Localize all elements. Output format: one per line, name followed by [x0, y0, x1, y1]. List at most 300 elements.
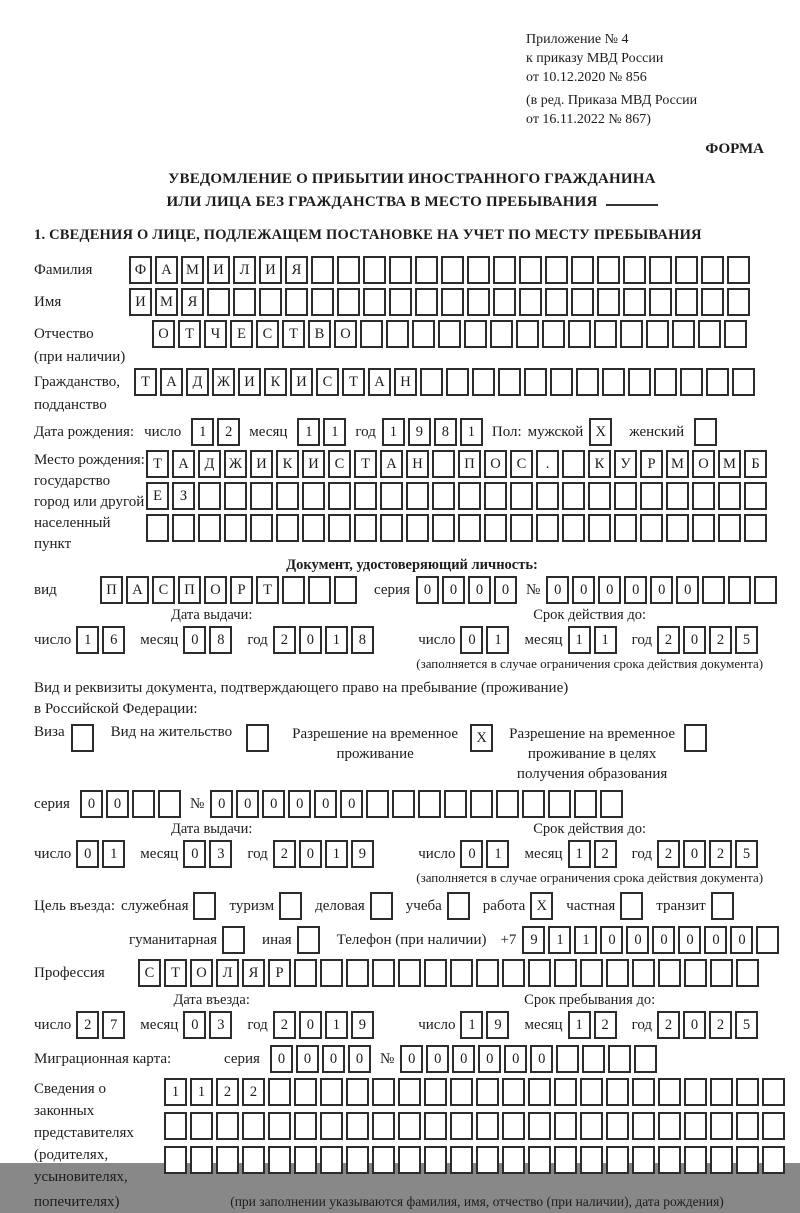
- char-box[interactable]: 0: [452, 1045, 475, 1073]
- char-box[interactable]: [302, 482, 325, 510]
- char-box[interactable]: [259, 288, 282, 316]
- char-box[interactable]: [554, 1112, 577, 1140]
- char-box[interactable]: 2: [273, 1011, 296, 1039]
- char-box[interactable]: [640, 482, 663, 510]
- char-box[interactable]: [346, 1078, 369, 1106]
- rd-expiry-year-boxes[interactable]: [657, 840, 761, 868]
- char-box[interactable]: [328, 482, 351, 510]
- char-box[interactable]: 0: [416, 576, 439, 604]
- purpose-business-checkbox[interactable]: [370, 892, 396, 920]
- char-box[interactable]: [380, 514, 403, 542]
- char-box[interactable]: 0: [442, 576, 465, 604]
- char-box[interactable]: [320, 1146, 343, 1174]
- char-box[interactable]: [528, 959, 551, 987]
- char-box[interactable]: 1: [460, 1011, 483, 1039]
- char-box[interactable]: [447, 892, 470, 920]
- char-box[interactable]: 1: [164, 1078, 187, 1106]
- char-box[interactable]: 1: [548, 926, 571, 954]
- char-box[interactable]: [545, 256, 568, 284]
- char-box[interactable]: К: [276, 450, 299, 478]
- char-box[interactable]: [623, 288, 646, 316]
- char-box[interactable]: 0: [340, 790, 363, 818]
- char-box[interactable]: [580, 959, 603, 987]
- char-box[interactable]: 1: [382, 418, 405, 446]
- char-box[interactable]: [346, 959, 369, 987]
- char-box[interactable]: [190, 1112, 213, 1140]
- char-box[interactable]: [711, 892, 734, 920]
- male-checkbox[interactable]: [589, 418, 615, 446]
- char-box[interactable]: [545, 288, 568, 316]
- char-box[interactable]: [582, 1045, 605, 1073]
- rd-issue-month-boxes[interactable]: [183, 840, 235, 868]
- char-box[interactable]: З: [172, 482, 195, 510]
- char-box[interactable]: 0: [299, 840, 322, 868]
- char-box[interactable]: [441, 256, 464, 284]
- char-box[interactable]: [302, 514, 325, 542]
- char-box[interactable]: [640, 514, 663, 542]
- char-box[interactable]: С: [138, 959, 161, 987]
- char-box[interactable]: [519, 256, 542, 284]
- char-box[interactable]: [458, 514, 481, 542]
- char-box[interactable]: Р: [268, 959, 291, 987]
- char-box[interactable]: И: [302, 450, 325, 478]
- char-box[interactable]: [424, 1112, 447, 1140]
- char-box[interactable]: [216, 1146, 239, 1174]
- char-box[interactable]: [458, 482, 481, 510]
- char-box[interactable]: [311, 256, 334, 284]
- char-box[interactable]: 0: [478, 1045, 501, 1073]
- char-box[interactable]: 2: [217, 418, 240, 446]
- char-box[interactable]: 9: [486, 1011, 509, 1039]
- char-box[interactable]: [472, 368, 495, 396]
- birthplace-row1[interactable]: [146, 450, 770, 478]
- char-box[interactable]: И: [129, 288, 152, 316]
- char-box[interactable]: И: [259, 256, 282, 284]
- char-box[interactable]: [632, 1146, 655, 1174]
- char-box[interactable]: 0: [106, 790, 129, 818]
- char-box[interactable]: [536, 482, 559, 510]
- char-box[interactable]: [493, 256, 516, 284]
- char-box[interactable]: [762, 1146, 785, 1174]
- char-box[interactable]: Н: [406, 450, 429, 478]
- char-box[interactable]: [502, 1112, 525, 1140]
- char-box[interactable]: [71, 724, 94, 752]
- char-box[interactable]: [701, 256, 724, 284]
- char-box[interactable]: [366, 790, 389, 818]
- char-box[interactable]: [294, 1078, 317, 1106]
- char-box[interactable]: [597, 288, 620, 316]
- char-box[interactable]: [233, 288, 256, 316]
- char-box[interactable]: [727, 256, 750, 284]
- char-box[interactable]: 2: [709, 840, 732, 868]
- char-box[interactable]: 0: [236, 790, 259, 818]
- char-box[interactable]: [246, 724, 269, 752]
- char-box[interactable]: [441, 288, 464, 316]
- char-box[interactable]: 0: [600, 926, 623, 954]
- citizenship-boxes[interactable]: [134, 368, 758, 396]
- char-box[interactable]: [632, 1078, 655, 1106]
- char-box[interactable]: [389, 288, 412, 316]
- char-box[interactable]: [216, 1112, 239, 1140]
- char-box[interactable]: 8: [434, 418, 457, 446]
- char-box[interactable]: 0: [652, 926, 675, 954]
- char-box[interactable]: 1: [568, 1011, 591, 1039]
- char-box[interactable]: [398, 1146, 421, 1174]
- char-box[interactable]: [710, 959, 733, 987]
- profession-boxes[interactable]: [138, 959, 762, 987]
- char-box[interactable]: 0: [348, 1045, 371, 1073]
- char-box[interactable]: [450, 959, 473, 987]
- char-box[interactable]: [279, 892, 302, 920]
- char-box[interactable]: 0: [683, 1011, 706, 1039]
- char-box[interactable]: [620, 320, 643, 348]
- char-box[interactable]: [337, 288, 360, 316]
- char-box[interactable]: 8: [351, 626, 374, 654]
- char-box[interactable]: [744, 514, 767, 542]
- char-box[interactable]: [484, 482, 507, 510]
- char-box[interactable]: 0: [426, 1045, 449, 1073]
- char-box[interactable]: [294, 1112, 317, 1140]
- char-box[interactable]: Ф: [129, 256, 152, 284]
- char-box[interactable]: [654, 368, 677, 396]
- char-box[interactable]: [250, 514, 273, 542]
- char-box[interactable]: [250, 482, 273, 510]
- char-box[interactable]: [732, 368, 755, 396]
- char-box[interactable]: [389, 256, 412, 284]
- char-box[interactable]: [297, 926, 320, 954]
- char-box[interactable]: [528, 1078, 551, 1106]
- char-box[interactable]: [646, 320, 669, 348]
- char-box[interactable]: [554, 959, 577, 987]
- char-box[interactable]: [276, 482, 299, 510]
- char-box[interactable]: 9: [351, 1011, 374, 1039]
- char-box[interactable]: [576, 368, 599, 396]
- char-box[interactable]: 1: [323, 418, 346, 446]
- char-box[interactable]: 0: [299, 1011, 322, 1039]
- char-box[interactable]: 1: [568, 840, 591, 868]
- char-box[interactable]: [224, 482, 247, 510]
- char-box[interactable]: 9: [351, 840, 374, 868]
- issue-month-boxes[interactable]: [183, 626, 235, 654]
- char-box[interactable]: [632, 959, 655, 987]
- char-box[interactable]: Я: [181, 288, 204, 316]
- mc-number-boxes[interactable]: [400, 1045, 660, 1073]
- char-box[interactable]: X: [589, 418, 612, 446]
- char-box[interactable]: [675, 288, 698, 316]
- char-box[interactable]: У: [614, 450, 637, 478]
- mc-series-boxes[interactable]: [270, 1045, 374, 1073]
- char-box[interactable]: [424, 1078, 447, 1106]
- char-box[interactable]: [684, 1112, 707, 1140]
- char-box[interactable]: [432, 482, 455, 510]
- char-box[interactable]: [294, 1146, 317, 1174]
- char-box[interactable]: 2: [657, 840, 680, 868]
- char-box[interactable]: [418, 790, 441, 818]
- char-box[interactable]: А: [368, 368, 391, 396]
- birthplace-row2[interactable]: [146, 482, 770, 510]
- rd-issue-year-boxes[interactable]: [273, 840, 377, 868]
- char-box[interactable]: [164, 1146, 187, 1174]
- char-box[interactable]: [496, 790, 519, 818]
- char-box[interactable]: [736, 959, 759, 987]
- char-box[interactable]: [658, 1112, 681, 1140]
- char-box[interactable]: [406, 514, 429, 542]
- char-box[interactable]: [606, 1078, 629, 1106]
- char-box[interactable]: [268, 1146, 291, 1174]
- char-box[interactable]: [744, 482, 767, 510]
- char-box[interactable]: 0: [704, 926, 727, 954]
- char-box[interactable]: А: [126, 576, 149, 604]
- char-box[interactable]: [510, 482, 533, 510]
- char-box[interactable]: .: [536, 450, 559, 478]
- char-box[interactable]: 2: [709, 626, 732, 654]
- char-box[interactable]: [320, 959, 343, 987]
- char-box[interactable]: С: [256, 320, 279, 348]
- char-box[interactable]: 1: [76, 626, 99, 654]
- char-box[interactable]: [580, 1146, 603, 1174]
- purpose-official-checkbox[interactable]: [193, 892, 219, 920]
- char-box[interactable]: [467, 288, 490, 316]
- char-box[interactable]: М: [666, 450, 689, 478]
- char-box[interactable]: [380, 482, 403, 510]
- char-box[interactable]: [510, 514, 533, 542]
- char-box[interactable]: [516, 320, 539, 348]
- char-box[interactable]: [658, 1078, 681, 1106]
- char-box[interactable]: [736, 1112, 759, 1140]
- char-box[interactable]: [193, 892, 216, 920]
- char-box[interactable]: 0: [400, 1045, 423, 1073]
- char-box[interactable]: [602, 368, 625, 396]
- char-box[interactable]: Д: [186, 368, 209, 396]
- char-box[interactable]: [450, 1078, 473, 1106]
- char-box[interactable]: 0: [624, 576, 647, 604]
- char-box[interactable]: А: [155, 256, 178, 284]
- char-box[interactable]: П: [458, 450, 481, 478]
- birth-day-boxes[interactable]: [191, 418, 243, 446]
- char-box[interactable]: [588, 482, 611, 510]
- char-box[interactable]: [658, 959, 681, 987]
- char-box[interactable]: [484, 514, 507, 542]
- char-box[interactable]: [320, 1112, 343, 1140]
- char-box[interactable]: И: [250, 450, 273, 478]
- char-box[interactable]: 1: [325, 840, 348, 868]
- char-box[interactable]: [438, 320, 461, 348]
- char-box[interactable]: 6: [102, 626, 125, 654]
- char-box[interactable]: [372, 1112, 395, 1140]
- char-box[interactable]: [502, 1078, 525, 1106]
- char-box[interactable]: [372, 1146, 395, 1174]
- char-box[interactable]: [562, 514, 585, 542]
- stay-day-boxes[interactable]: [460, 1011, 512, 1039]
- char-box[interactable]: [444, 790, 467, 818]
- char-box[interactable]: 0: [504, 1045, 527, 1073]
- expiry-day-boxes[interactable]: [460, 626, 512, 654]
- char-box[interactable]: [502, 959, 525, 987]
- char-box[interactable]: [224, 514, 247, 542]
- char-box[interactable]: [354, 482, 377, 510]
- char-box[interactable]: [412, 320, 435, 348]
- char-box[interactable]: 9: [522, 926, 545, 954]
- entry-month-boxes[interactable]: [183, 1011, 235, 1039]
- char-box[interactable]: [680, 368, 703, 396]
- char-box[interactable]: [675, 256, 698, 284]
- purpose-private-checkbox[interactable]: [620, 892, 646, 920]
- char-box[interactable]: Ч: [204, 320, 227, 348]
- issue-day-boxes[interactable]: [76, 626, 128, 654]
- char-box[interactable]: 0: [460, 840, 483, 868]
- char-box[interactable]: [562, 482, 585, 510]
- char-box[interactable]: [606, 959, 629, 987]
- char-box[interactable]: 1: [325, 1011, 348, 1039]
- char-box[interactable]: 1: [460, 418, 483, 446]
- char-box[interactable]: [588, 514, 611, 542]
- char-box[interactable]: Т: [134, 368, 157, 396]
- char-box[interactable]: П: [178, 576, 201, 604]
- char-box[interactable]: [672, 320, 695, 348]
- char-box[interactable]: [554, 1078, 577, 1106]
- surname-boxes[interactable]: [129, 256, 753, 284]
- char-box[interactable]: [762, 1078, 785, 1106]
- char-box[interactable]: [432, 514, 455, 542]
- char-box[interactable]: [346, 1146, 369, 1174]
- char-box[interactable]: 0: [76, 840, 99, 868]
- char-box[interactable]: [282, 576, 305, 604]
- char-box[interactable]: [614, 482, 637, 510]
- char-box[interactable]: Т: [164, 959, 187, 987]
- char-box[interactable]: 0: [494, 576, 517, 604]
- char-box[interactable]: [308, 576, 331, 604]
- char-box[interactable]: [632, 1112, 655, 1140]
- char-box[interactable]: Е: [146, 482, 169, 510]
- char-box[interactable]: [536, 514, 559, 542]
- char-box[interactable]: [756, 926, 779, 954]
- birthplace-row3[interactable]: [146, 514, 770, 542]
- char-box[interactable]: [710, 1078, 733, 1106]
- char-box[interactable]: П: [100, 576, 123, 604]
- char-box[interactable]: И: [238, 368, 261, 396]
- char-box[interactable]: [222, 926, 245, 954]
- char-box[interactable]: Т: [354, 450, 377, 478]
- char-box[interactable]: [606, 1146, 629, 1174]
- char-box[interactable]: [528, 1112, 551, 1140]
- char-box[interactable]: [354, 514, 377, 542]
- char-box[interactable]: [198, 482, 221, 510]
- char-box[interactable]: [242, 1146, 265, 1174]
- purpose-work-checkbox[interactable]: [530, 892, 556, 920]
- char-box[interactable]: 0: [683, 626, 706, 654]
- char-box[interactable]: [649, 256, 672, 284]
- char-box[interactable]: С: [510, 450, 533, 478]
- rd-expiry-month-boxes[interactable]: [568, 840, 620, 868]
- doc-type-boxes[interactable]: [100, 576, 360, 604]
- char-box[interactable]: [446, 368, 469, 396]
- char-box[interactable]: 1: [297, 418, 320, 446]
- char-box[interactable]: [398, 1112, 421, 1140]
- char-box[interactable]: [620, 892, 643, 920]
- char-box[interactable]: [392, 790, 415, 818]
- char-box[interactable]: [692, 514, 715, 542]
- char-box[interactable]: [736, 1078, 759, 1106]
- char-box[interactable]: [493, 288, 516, 316]
- char-box[interactable]: К: [588, 450, 611, 478]
- char-box[interactable]: [464, 320, 487, 348]
- char-box[interactable]: [701, 288, 724, 316]
- entry-year-boxes[interactable]: [273, 1011, 377, 1039]
- rd-series-boxes[interactable]: [80, 790, 184, 818]
- char-box[interactable]: [337, 256, 360, 284]
- char-box[interactable]: [285, 288, 308, 316]
- char-box[interactable]: 0: [80, 790, 103, 818]
- char-box[interactable]: [311, 288, 334, 316]
- rd-expiry-day-boxes[interactable]: [460, 840, 512, 868]
- char-box[interactable]: [476, 1146, 499, 1174]
- representatives-row2[interactable]: [164, 1112, 788, 1140]
- char-box[interactable]: [476, 1078, 499, 1106]
- char-box[interactable]: К: [264, 368, 287, 396]
- char-box[interactable]: [415, 288, 438, 316]
- char-box[interactable]: Т: [256, 576, 279, 604]
- char-box[interactable]: [294, 959, 317, 987]
- char-box[interactable]: [727, 288, 750, 316]
- char-box[interactable]: [450, 1146, 473, 1174]
- purpose-tourism-checkbox[interactable]: [279, 892, 305, 920]
- char-box[interactable]: [470, 790, 493, 818]
- char-box[interactable]: М: [155, 288, 178, 316]
- patronymic-boxes[interactable]: [152, 320, 750, 348]
- char-box[interactable]: [420, 368, 443, 396]
- char-box[interactable]: 2: [594, 840, 617, 868]
- char-box[interactable]: [524, 368, 547, 396]
- purpose-other-checkbox[interactable]: [297, 926, 323, 954]
- char-box[interactable]: Р: [640, 450, 663, 478]
- rd-issue-day-boxes[interactable]: [76, 840, 128, 868]
- char-box[interactable]: [398, 959, 421, 987]
- char-box[interactable]: 5: [735, 840, 758, 868]
- char-box[interactable]: 0: [626, 926, 649, 954]
- char-box[interactable]: [628, 368, 651, 396]
- char-box[interactable]: [606, 1112, 629, 1140]
- char-box[interactable]: 0: [468, 576, 491, 604]
- char-box[interactable]: [198, 514, 221, 542]
- char-box[interactable]: [528, 1146, 551, 1174]
- char-box[interactable]: [386, 320, 409, 348]
- expiry-month-boxes[interactable]: [568, 626, 620, 654]
- entry-day-boxes[interactable]: [76, 1011, 128, 1039]
- char-box[interactable]: [710, 1146, 733, 1174]
- char-box[interactable]: [554, 1146, 577, 1174]
- char-box[interactable]: 1: [190, 1078, 213, 1106]
- char-box[interactable]: [406, 482, 429, 510]
- char-box[interactable]: Ж: [224, 450, 247, 478]
- char-box[interactable]: [666, 514, 689, 542]
- char-box[interactable]: [580, 1078, 603, 1106]
- char-box[interactable]: [207, 288, 230, 316]
- char-box[interactable]: 0: [598, 576, 621, 604]
- char-box[interactable]: [614, 514, 637, 542]
- char-box[interactable]: С: [152, 576, 175, 604]
- char-box[interactable]: Т: [282, 320, 305, 348]
- char-box[interactable]: [328, 514, 351, 542]
- female-checkbox[interactable]: [694, 418, 720, 446]
- char-box[interactable]: X: [530, 892, 553, 920]
- char-box[interactable]: [424, 959, 447, 987]
- char-box[interactable]: [684, 959, 707, 987]
- char-box[interactable]: [684, 1146, 707, 1174]
- char-box[interactable]: Н: [394, 368, 417, 396]
- purpose-study-checkbox[interactable]: [447, 892, 473, 920]
- char-box[interactable]: 3: [209, 840, 232, 868]
- char-box[interactable]: [754, 576, 777, 604]
